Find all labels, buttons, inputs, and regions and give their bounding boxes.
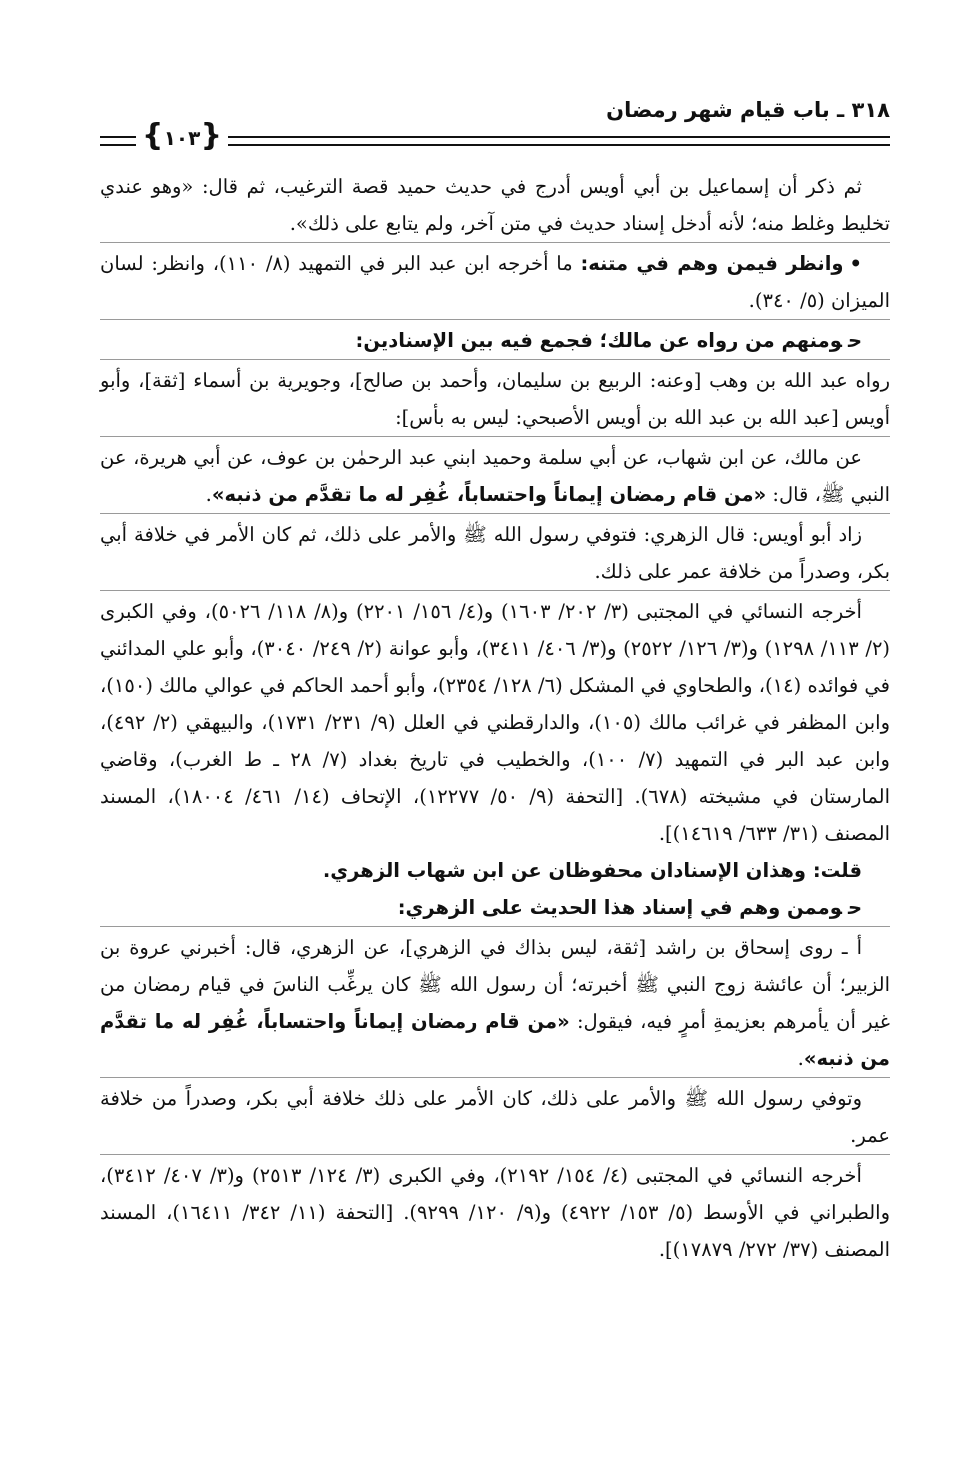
ornament-bracket-right: { (200, 118, 222, 153)
bullet-marker: • (849, 252, 862, 275)
hadith-text: «من قام رمضان إيماناً واحتساباً، غُفِر له ما تقدَّم من ذنبه» (211, 483, 767, 506)
header-rule (100, 118, 890, 156)
paragraph-6: زاد أبو أويس: قال الزهري: فتوفي رسول الله ﷺ والأمر على ذلك، ثم كان الأمر في خلافة أبي بكر، وصدراً من خلافة عمر على ذلك. (100, 513, 890, 590)
paragraph-7: أخرجه النسائي في المجتبى (٣/ ٢٠٢/ ١٦٠٣) و(٤/ ١٥٦/ ٢٢٠١) و(٨/ ١١٨/ ٥٠٢٦)، وفي الكبرى (٢/ ١١٣/ ١٢٩٨) و(٣/ ١٢٦/ ٢٥٢٢) و(٣/ ٤٠٦/ ٣٤١١)، وأبو عوانة (٢/ ٢٤٩/ ٣٠٤٠)، وأبو علي المدائني في فوائده (١٤)، والطحاوي في المشكل (٦/ ١٢٨/ ٢٣٥٤)، وأبو أحمد الحاكم في عوالي مالك (١٥٠)، وابن المظفر في غرائب مالك (١٠٥)، والدارقطني في العلل (٩/ ٢٣١/ ١٧٣١)، والبيهقي (٢/ ٤٩٢)، وابن عبد البر في التمهيد (٧/ ١٠٠)، والخطيب في تاريخ بغداد (٧/ ٢٨ ـ ط الغرب)، وقاضي المارستان في مشيخته (٦٧٨). [التحفة (٩/ ٥٠/ ١٢٢٧٧)، الإتحاف (١٤/ ٤٦١/ ١٨٠٠٤)، المسند المصنف (٣١/ ٦٣٣/ ١٤٦١٩)]. (100, 590, 890, 852)
hadith-text: «من قام رمضان إيماناً واحتساباً، غُفِر له ما تقدَّم من ذنبه» (100, 1010, 890, 1070)
paragraph-9 (100, 889, 890, 926)
paragraph-12: أخرجه النسائي في المجتبى (٤/ ١٥٤/ ٢١٩٢)، وفي الكبرى (٣/ ١٢٤/ ٢٥١٣) و(٣/ ٤٠٧/ ٣٤١٢)، والطبراني في الأوسط (٥/ ١٥٣/ ٤٩٢٢) و(٩/ ١٢٠/ ٩٢٩٩). [التحفة (١١/ ٣٤٢/ ١٦٤١١)، المسند المصنف (٣٧/ ٢٧٢/ ١٧٨٧٩)]. (100, 1154, 890, 1268)
paragraph-10-text: أ ـ روى إسحاق بن راشد [ثقة، ليس بذاك في الزهري]، عن الزهري، قال: أخبرني عروة بن الزبير؛ أن عائشة زوج النبي ﷺ أخبرته؛ أن رسول الله ﷺ كان يرغِّب الناسَ في قيام رمضان من غير أن يأمرهم بعزيمةِ أمرٍ فيه، فيقول: (100, 936, 890, 1033)
paragraph-3 (100, 319, 890, 359)
double-rule-left (100, 136, 136, 146)
paragraph-1: ثم ذكر أن إسماعيل بن أبي أويس أدرج في حديث حميد قصة الترغيب، ثم قال: «وهو عندي تخليط وغلط منه؛ لأنه أدخل إسناد حديث في متن آخر، ولم يتابع على ذلك». (100, 175, 890, 235)
section-marker: ح (847, 896, 862, 919)
paragraph-2-heading: وانظر فيمن وهم في متنه: (580, 252, 844, 275)
paragraph-10-tail: . (797, 1047, 804, 1070)
paragraph-2-text: ما أخرجه ابن عبد البر في التمهيد (٨/ ١١٠)، وانظر: لسان الميزان (٥/ ٣٤٠). (100, 252, 890, 312)
paragraph-8: قلت: وهذان الإسنادان محفوظان عن ابن شهاب الزهري. (322, 859, 862, 882)
paragraph-4: رواه عبد الله بن وهب [وعنه: الربيع بن سليمان، وأحمد بن صالح]، وجويرية بن أسماء [ثقة]، وأبو أويس [عبد الله بن عبد الله بن أويس الأصبحي: ليس به بأس]: (100, 359, 890, 436)
paragraph-5-tail: . (205, 483, 212, 506)
page-header (100, 96, 890, 156)
paragraph-5 (100, 436, 890, 513)
page-number: ١٠٣ (163, 126, 201, 150)
paragraph-11: وتوفي رسول الله ﷺ والأمر على ذلك، كان الأمر على ذلك خلافة أبي بكر، وصدراً من خلافة عمر. (100, 1077, 890, 1154)
section-heading: وممن وهم في إسناد هذا الحديث على الزهري: (397, 896, 842, 919)
double-rule-right (228, 136, 890, 146)
section-heading: ومنهم من رواه عن مالك؛ فجمع فيه بين الإسنادين: (355, 329, 842, 352)
paragraph-5-text: عن مالك، عن ابن شهاب، عن أبي سلمة وحميد ابني عبد الرحمٰن بن عوف، عن أبي هريرة، عن النبي ﷺ، قال: (100, 446, 890, 506)
page-body (100, 168, 890, 1268)
paragraph-10 (100, 926, 890, 1077)
page-number-ornament (140, 118, 224, 153)
section-marker: ح (847, 329, 862, 352)
running-title: ٣١٨ ـ باب قيام شهر رمضان (606, 98, 890, 122)
paragraph-2 (100, 242, 890, 319)
ornament-bracket-left: } (142, 118, 164, 153)
